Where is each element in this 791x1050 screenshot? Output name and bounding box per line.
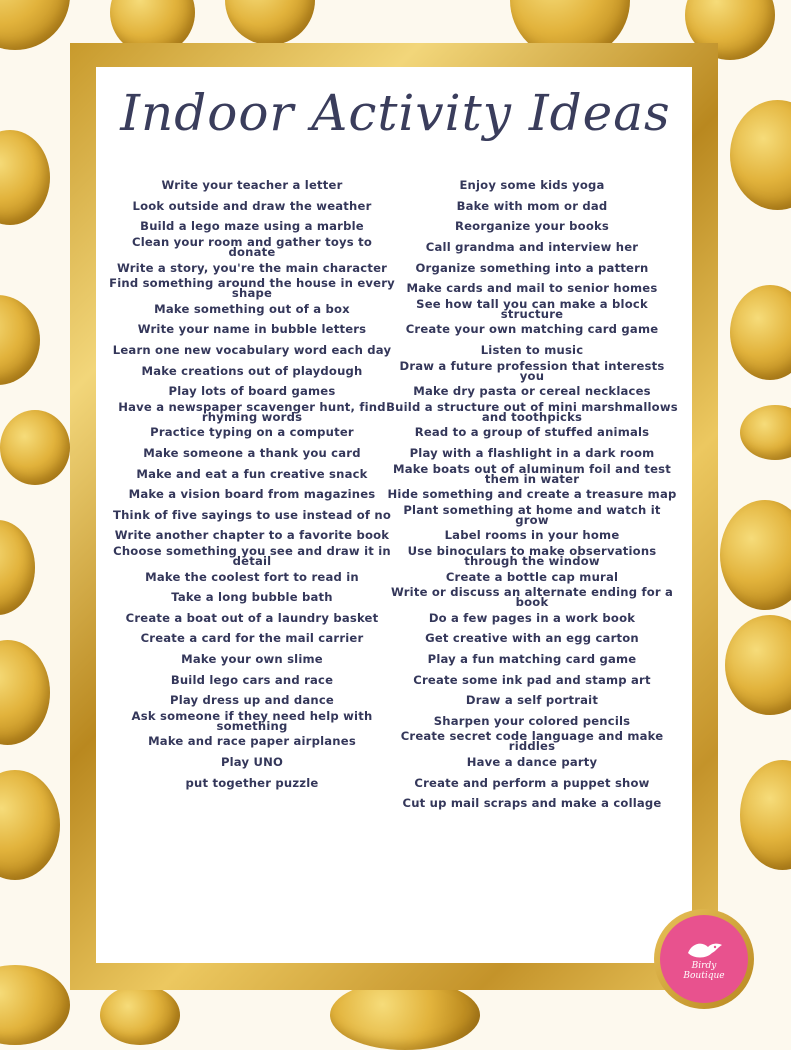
badge-line-2: Boutique	[683, 971, 725, 981]
activity-item: Make someone a thank you card	[143, 446, 361, 461]
activity-item: Make a vision board from magazines	[128, 487, 376, 502]
activity-item: Learn one new vocabulary word each day	[112, 343, 392, 358]
activity-item: Make boats out of aluminum foil and test them in water	[392, 461, 672, 486]
activity-item: Write another chapter to a favorite book	[114, 528, 390, 543]
activity-item: Write or discuss an alternate ending for a book	[390, 585, 674, 610]
activity-item: Listen to music	[480, 343, 584, 358]
badge-line-1: Birdy	[691, 961, 717, 971]
activity-item: Play with a flashlight in a dark room	[409, 446, 655, 461]
activity-item: Organize something into a pattern	[415, 260, 649, 275]
activity-item: Do a few pages in a work book	[428, 610, 636, 625]
activity-item: Write your teacher a letter	[161, 178, 343, 193]
activity-item: Look outside and draw the weather	[132, 198, 372, 213]
activity-item: Write a story, you're the main character	[116, 260, 388, 275]
activity-item: Label rooms in your home	[444, 528, 620, 543]
activity-item: Get creative with an egg carton	[425, 631, 639, 646]
activity-item: Build a structure out of mini marshmallows and toothpicks	[386, 399, 678, 424]
activity-item: Sharpen your colored pencils	[433, 713, 631, 728]
activity-item: Write your name in bubble letters	[137, 322, 367, 337]
activity-item: Make dry pasta or cereal necklaces	[413, 384, 651, 399]
activity-item: Ask someone if they need help with something	[131, 708, 373, 733]
activity-item: Make your own slime	[181, 651, 323, 666]
brand-badge	[654, 909, 754, 1009]
activity-item: Create a bottle cap mural	[445, 569, 619, 584]
activity-item: Play lots of board games	[168, 384, 336, 399]
activity-item: Reorganize your books	[454, 219, 610, 234]
activity-item: put together puzzle	[185, 775, 319, 790]
activity-item: Create secret code language and make riddles	[400, 729, 664, 754]
activity-item: Build a lego maze using a marble	[140, 219, 364, 234]
activity-item: Make something out of a box	[154, 301, 350, 316]
activity-item: Create a boat out of a laundry basket	[125, 610, 379, 625]
activity-item: Practice typing on a computer	[150, 425, 354, 440]
activity-item: Have a dance party	[466, 754, 598, 769]
activity-item: Read to a group of stuffed animals	[414, 425, 650, 440]
activity-item: Create and perform a puppet show	[414, 775, 650, 790]
activity-item: Create a card for the mail carrier	[140, 631, 364, 646]
activity-item: Call grandma and interview her	[425, 240, 639, 255]
badge-circle	[660, 915, 748, 1003]
activity-item: Make cards and mail to senior homes	[406, 281, 658, 296]
activity-item: Choose something you see and draw it in detail	[113, 543, 391, 568]
activity-item: Bake with mom or dad	[456, 198, 608, 213]
activity-item: See how tall you can make a block structure	[416, 296, 648, 321]
activity-item: Have a newspaper scavenger hunt, find rhyming words	[118, 399, 386, 424]
activity-item: Make the coolest fort to read in	[145, 569, 359, 584]
activity-list-left	[107, 175, 397, 793]
activity-item: Create your own matching card game	[405, 322, 659, 337]
activity-item: Create some ink pad and stamp art	[413, 672, 651, 687]
activity-item: Take a long bubble bath	[171, 590, 333, 605]
activity-item: Cut up mail scraps and make a collage	[402, 796, 662, 811]
activity-item: Think of five sayings to use instead of no	[113, 507, 391, 522]
activity-item: Play UNO	[220, 754, 284, 769]
activity-list-right	[386, 175, 678, 813]
activity-item: Clean your room and gather toys to donate	[131, 235, 372, 260]
page-title: Indoor Activity Ideas	[120, 84, 671, 142]
activity-item: Make and eat a fun creative snack	[136, 466, 368, 481]
activity-item: Draw a self portrait	[465, 693, 599, 708]
activity-item: Enjoy some kids yoga	[459, 178, 605, 193]
activity-item: Build lego cars and race	[170, 672, 334, 687]
activity-item: Make creations out of playdough	[141, 363, 363, 378]
activity-item: Draw a future profession that interests you	[399, 358, 665, 383]
activity-item: Plant something at home and watch it grow	[403, 502, 661, 527]
activity-item: Find something around the house in every shape	[109, 276, 395, 301]
bird-icon	[682, 937, 726, 961]
activity-item: Play a fun matching card game	[427, 651, 637, 666]
activity-item: Use binoculars to make observations through the window	[407, 543, 657, 568]
activity-item: Play dress up and dance	[170, 693, 334, 708]
activity-item: Make and race paper airplanes	[148, 734, 356, 749]
activity-item: Hide something and create a treasure map	[387, 487, 677, 502]
